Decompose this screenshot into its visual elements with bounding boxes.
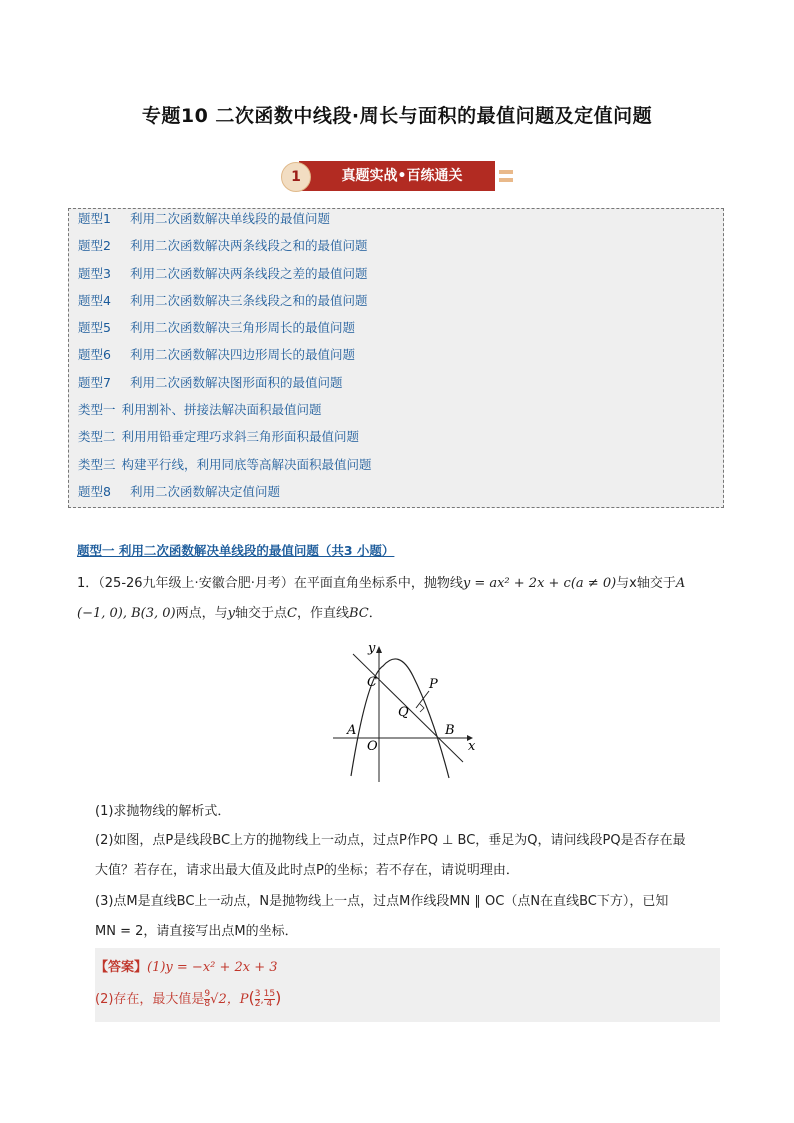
label-p: P bbox=[429, 677, 438, 692]
banner-deco-icon bbox=[499, 170, 513, 174]
label-q: Q bbox=[398, 705, 409, 720]
points-ab: (−1, 0), B(3, 0) bbox=[77, 606, 176, 621]
toc-item[interactable] bbox=[78, 237, 372, 264]
section-heading[interactable]: 题型一 利用二次函数解决单线段的最值问题（共3 小题） bbox=[77, 543, 395, 558]
segment-pq bbox=[416, 691, 429, 708]
label-c: C bbox=[367, 675, 377, 690]
problem-source: （25-26九年级上·安徽合肥·月考） bbox=[98, 576, 294, 591]
frac-den: 8 bbox=[204, 999, 211, 1009]
toc-item[interactable] bbox=[78, 319, 372, 346]
toc-item[interactable] bbox=[78, 483, 372, 510]
toc-item[interactable] bbox=[78, 265, 372, 292]
toc-text: 利用二次函数解决三角形周长的最值问题 bbox=[130, 320, 356, 336]
problem-number: 1． bbox=[77, 576, 99, 591]
parabola-figure bbox=[333, 636, 483, 782]
toc-text: 利用二次函数解决单线段的最值问题 bbox=[130, 211, 331, 226]
toc-num: 题型3 bbox=[78, 265, 111, 281]
px-num: 3 bbox=[254, 989, 261, 999]
paren-close: ) bbox=[275, 988, 282, 1007]
label-x: x bbox=[468, 739, 476, 754]
parabola-svg bbox=[333, 636, 483, 782]
question-2-line-1: (2)如图，点P是线段BC上方的抛物线上一动点，过点P作PQ ⊥ BC，垂足为Q，请问线段PQ是否存在最 bbox=[95, 833, 686, 848]
point-c: C bbox=[287, 606, 297, 621]
question-3-line-1: (3)点M是直线BC上一动点，N是抛物线上一点，过点M作线段MN ∥ OC（点N在直线BC下方），已知 bbox=[95, 894, 669, 909]
answer-box bbox=[95, 948, 720, 1022]
banner-deco-icon bbox=[499, 178, 513, 182]
answer-label: 【答案】 bbox=[95, 960, 148, 975]
label-y: y bbox=[368, 641, 376, 656]
line-bc: BC bbox=[348, 606, 369, 621]
answer-1: (1)y = −x² + 2x + 3 bbox=[147, 960, 278, 975]
problem-text-c: 两点，与 bbox=[175, 606, 228, 621]
question-2-line-2: 大值？若存在，请求出最大值及此时点P的坐标；若不存在，请说明理由． bbox=[95, 863, 519, 878]
problem-text-end: ． bbox=[368, 606, 382, 621]
question-3-line-2: MN = 2，请直接写出点M的坐标． bbox=[95, 924, 298, 939]
answer-line-1 bbox=[95, 956, 278, 975]
label-b: B bbox=[445, 723, 455, 738]
problem-statement bbox=[77, 569, 717, 629]
toc-text: 构建平行线，利用同底等高解决面积最值问题 bbox=[121, 456, 372, 472]
toc-text: 利用二次函数解决四边形周长的最值问题 bbox=[130, 347, 356, 363]
point-a: A bbox=[675, 576, 686, 591]
toc-text: 利用二次函数解决定值问题 bbox=[130, 483, 281, 499]
toc-list bbox=[78, 209, 372, 510]
toc-text: 利用二次函数解决两条线段之差的最值问题 bbox=[130, 265, 368, 281]
toc-text: 利用用铅垂定理巧求斜三角形面积最值问题 bbox=[121, 429, 360, 445]
answer-line-2 bbox=[95, 988, 281, 1009]
banner-number: 1 bbox=[281, 162, 311, 192]
problem-text-b: 与x轴交于 bbox=[616, 576, 676, 591]
toc-item[interactable] bbox=[78, 401, 372, 428]
section-banner bbox=[281, 157, 513, 195]
frac-num: 9 bbox=[204, 989, 211, 999]
problem-text-e: ，作直线 bbox=[296, 606, 349, 621]
toc-num: 题型1 bbox=[78, 211, 111, 226]
toc-num: 题型4 bbox=[78, 292, 111, 308]
parabola-equation: y = ax² + 2x + c(a ≠ 0) bbox=[462, 576, 617, 591]
toc-num: 类型一 bbox=[78, 402, 116, 418]
problem-line-1 bbox=[77, 569, 717, 599]
y-axis-name: y bbox=[227, 606, 235, 621]
banner-label: 真题实战•百练通关 bbox=[299, 161, 495, 191]
problem-line-2 bbox=[77, 599, 717, 629]
question-1: (1)求抛物线的解析式． bbox=[95, 804, 231, 819]
toc-text: 利用割补、拼接法解决面积最值问题 bbox=[121, 402, 322, 418]
right-angle-mark bbox=[420, 704, 424, 712]
label-o: O bbox=[367, 739, 378, 754]
toc-item[interactable] bbox=[78, 210, 372, 237]
toc-item[interactable] bbox=[78, 374, 372, 401]
toc-box bbox=[68, 208, 724, 508]
toc-item[interactable] bbox=[78, 292, 372, 319]
toc-item[interactable] bbox=[78, 456, 372, 483]
page-title: 专题10 二次函数中线段·周长与面积的最值问题及定值问题 bbox=[141, 105, 653, 127]
toc-text: 利用二次函数解决三条线段之和的最值问题 bbox=[130, 292, 368, 308]
toc-num: 题型6 bbox=[78, 347, 111, 363]
toc-item[interactable] bbox=[78, 428, 372, 455]
answer-2-prefix: (2)存在，最大值是 bbox=[95, 992, 205, 1007]
paren-open: ( bbox=[248, 988, 255, 1007]
toc-num: 类型三 bbox=[78, 456, 116, 472]
toc-num: 题型8 bbox=[78, 483, 111, 499]
label-a: A bbox=[347, 723, 357, 738]
toc-item[interactable] bbox=[78, 346, 372, 373]
fraction-py bbox=[264, 990, 275, 1009]
y-axis-arrow-icon bbox=[376, 646, 382, 653]
sqrt-two: √2 bbox=[210, 992, 227, 1007]
point-p-prefix: ，P bbox=[226, 992, 249, 1007]
toc-text: 利用二次函数解决图形面积的最值问题 bbox=[130, 374, 343, 390]
py-num: 15 bbox=[263, 989, 276, 999]
problem-text-d: 轴交于点 bbox=[235, 606, 288, 621]
toc-text: 利用二次函数解决两条线段之和的最值问题 bbox=[130, 238, 368, 254]
toc-num: 题型5 bbox=[78, 320, 111, 336]
comma: , bbox=[260, 995, 264, 1006]
problem-text-a: 在平面直角坐标系中，抛物线 bbox=[293, 576, 463, 591]
px-den: 2 bbox=[254, 999, 261, 1009]
py-den: 4 bbox=[264, 999, 275, 1009]
toc-num: 题型7 bbox=[78, 374, 111, 390]
toc-num: 类型二 bbox=[78, 429, 116, 445]
toc-num: 题型2 bbox=[78, 238, 111, 254]
